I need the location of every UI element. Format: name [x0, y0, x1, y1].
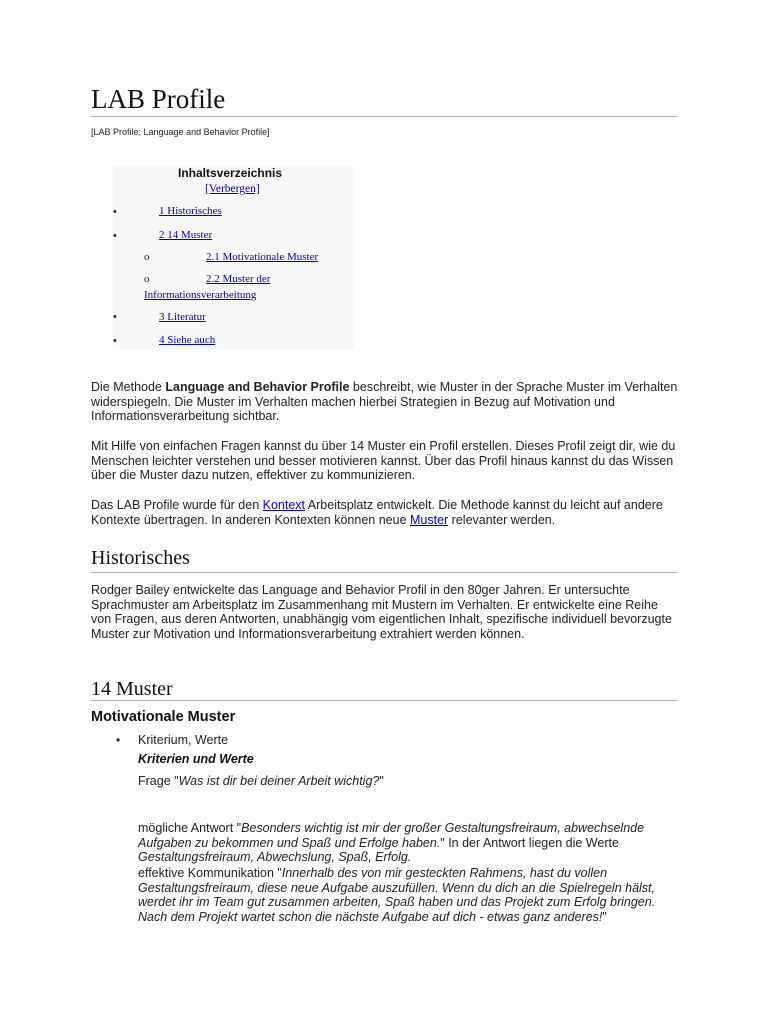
subheading-motivationale-muster: Motivationale Muster [91, 709, 236, 725]
list-item-kriterium: Kriterium, Werte [138, 733, 229, 747]
kriterien-title: Kriterien und Werte [138, 752, 254, 766]
section-heading-historisches: Historisches [91, 547, 190, 569]
toc-item-historisches[interactable]: 1 Historisches [159, 205, 222, 217]
section-divider [91, 700, 677, 701]
kontext-link[interactable]: Kontext [262, 498, 306, 512]
toc-bullet: • [113, 335, 117, 347]
toc-item-motivationale-muster[interactable]: 2.1 Motivationale Muster [206, 251, 319, 263]
section-divider [91, 572, 677, 573]
historisches-paragraph: Rodger Bailey entwickelte das Language and Behavior Profil in den 80ger Jahren. Er untersuchte Sprachmuster am Arbeitsplatz im Zusammenhang mit Mustern im Verhalten. Er entwickelte eine Reihe von Fragen, aus deren Antworten, unabhängig vom eigentlichen Inhalt, spezifische individuell bevorzugte Muster zur Motivation und Informationsverarbeitung extrahiert werden können. [91, 583, 672, 642]
muster-link[interactable]: Muster [410, 512, 449, 527]
toc-sub-bullet: o [144, 273, 150, 285]
intro-paragraph-3: Das LAB Profile wurde für den Kontext Arbeitsplatz entwickelt. Die Methode kannst du leicht auf andere Kontexte übertragen. In anderen Kontexten können neue Muster relevanter werden. [91, 498, 663, 527]
toc-toggle-link[interactable]: [Verbergen] [205, 183, 260, 195]
page-subtitle: [LAB Profile; Language and Behavior Profile] [91, 127, 270, 137]
toc-bullet: • [113, 206, 117, 218]
bold-term: Language and Behavior Profile [165, 380, 350, 394]
toc-item-literatur[interactable]: 3 Literatur [159, 311, 206, 323]
toc-item-14-muster[interactable]: 2 14 Muster [159, 229, 213, 241]
section-heading-14-muster: 14 Muster [91, 678, 173, 700]
page-title: LAB Profile [91, 84, 226, 114]
toc-heading: Inhaltsverzeichnis [178, 166, 283, 180]
list-bullet: • [116, 733, 121, 747]
toc-bullet: • [113, 311, 117, 323]
intro-paragraph-1: Die Methode Language and Behavior Profile beschreibt, wie Muster in der Sprache Muster im Verhalten widerspiegeln. Die Muster im Verhalten machen hierbei Strategien in Bezug auf Motivation und Informationsverarbeitung sichtbar. [91, 380, 678, 424]
title-divider [91, 116, 677, 117]
kommunikation-text: effektive Kommunikation "Innerhalb des von mir gesteckten Rahmens, hast du vollen Gestaltungsfreiraum, diese neue Aufgabe auszufüllen. Wenn du dich an die Spielregeln hälst, werdet ihr im Team gut zusammen arbeiten, Spaß haben und das Projekt zum Erfolg bringen. Nach dem Projekt wartet schon die nächste Aufgabe auf dich - etwas ganz anderes!" [138, 866, 656, 925]
frage-text: Frage "Was ist dir bei deiner Arbeit wichtig?" [138, 774, 384, 788]
toc-item-siehe-auch[interactable]: 4 Siehe auch [159, 334, 216, 346]
antwort-text: mögliche Antwort "Besonders wichtig ist mir der großer Gestaltungsfreiraum, abwechselnde Aufgaben zu bekommen und Spaß und Erfolge haben." In der Antwort liegen die Werte Gestaltungsfreiraum, Abwechslung, Spaß, Erfolg. [138, 821, 645, 865]
toc-bullet: • [113, 230, 117, 242]
toc-item-informationsverarbeitung-line2[interactable]: Informationsverarbeitung [144, 289, 257, 301]
intro-paragraph-2: Mit Hilfe von einfachen Fragen kannst du über 14 Muster ein Profil erstellen. Dieses Profil zeigt dir, wie du Menschen leichter verstehen und besser motivieren kannst. Über das Profil hinaus kannst du das Wissen über die Muster dazu nutzen, effektiver zu kommunizieren. [91, 439, 676, 483]
toc-sub-bullet: o [144, 251, 150, 263]
toc-item-informationsverarbeitung-line1[interactable]: 2.2 Muster der [206, 273, 271, 285]
